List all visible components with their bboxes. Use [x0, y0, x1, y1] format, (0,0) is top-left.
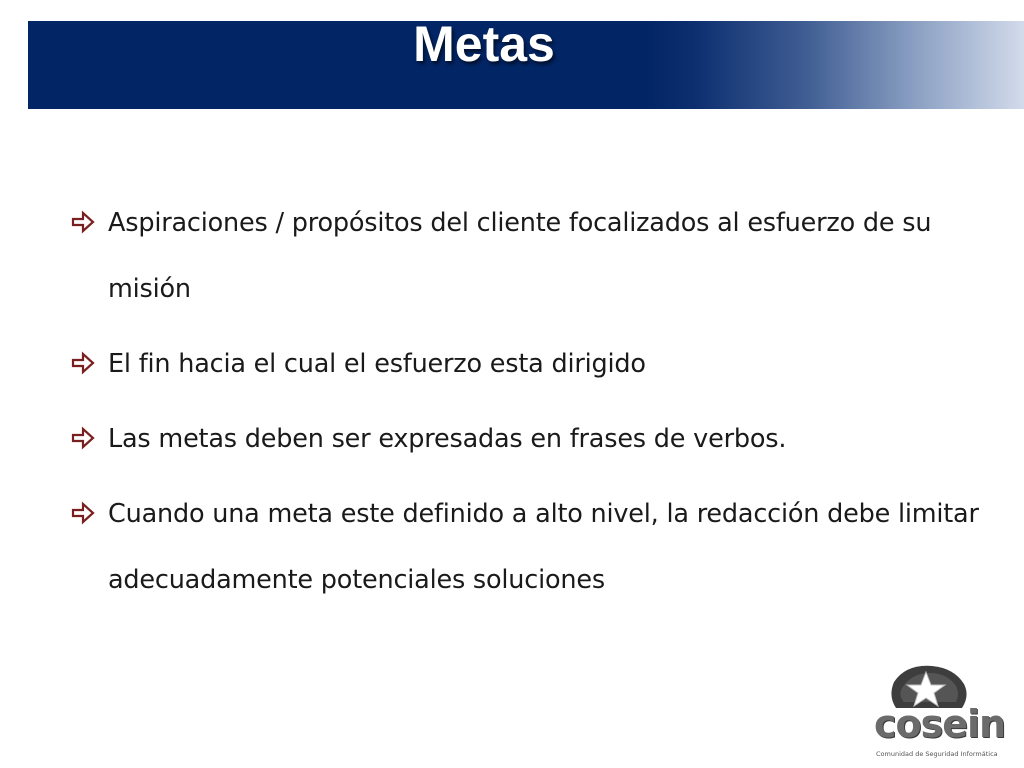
- bullet-item: [70, 331, 990, 397]
- cosein-logo: [866, 662, 1006, 766]
- bullet-item: [70, 481, 990, 613]
- bullet-list: [70, 190, 990, 622]
- logo-wordmark: cosein: [874, 702, 1006, 746]
- arrow-right-outline-icon: [70, 209, 96, 235]
- bullet-item: [70, 406, 990, 472]
- arrow-right-outline-icon: [70, 500, 96, 526]
- arrow-right-outline-icon: [70, 425, 96, 451]
- bullet-text: Las metas deben ser expresadas en frases de verbos.: [108, 424, 787, 454]
- bullet-text: Cuando una meta este definido a alto nivel, la redacción debe limitar adecuadamente potenciales soluciones: [108, 499, 979, 595]
- bullet-text: Aspiraciones / propósitos del cliente focalizados al esfuerzo de su misión: [108, 208, 932, 304]
- logo-tagline: Comunidad de Seguridad Informática: [876, 750, 998, 758]
- bullet-item: [70, 190, 990, 322]
- slide-title: Metas: [413, 16, 555, 72]
- arrow-right-outline-icon: [70, 350, 96, 376]
- bullet-text: El fin hacia el cual el esfuerzo esta dirigido: [108, 349, 646, 379]
